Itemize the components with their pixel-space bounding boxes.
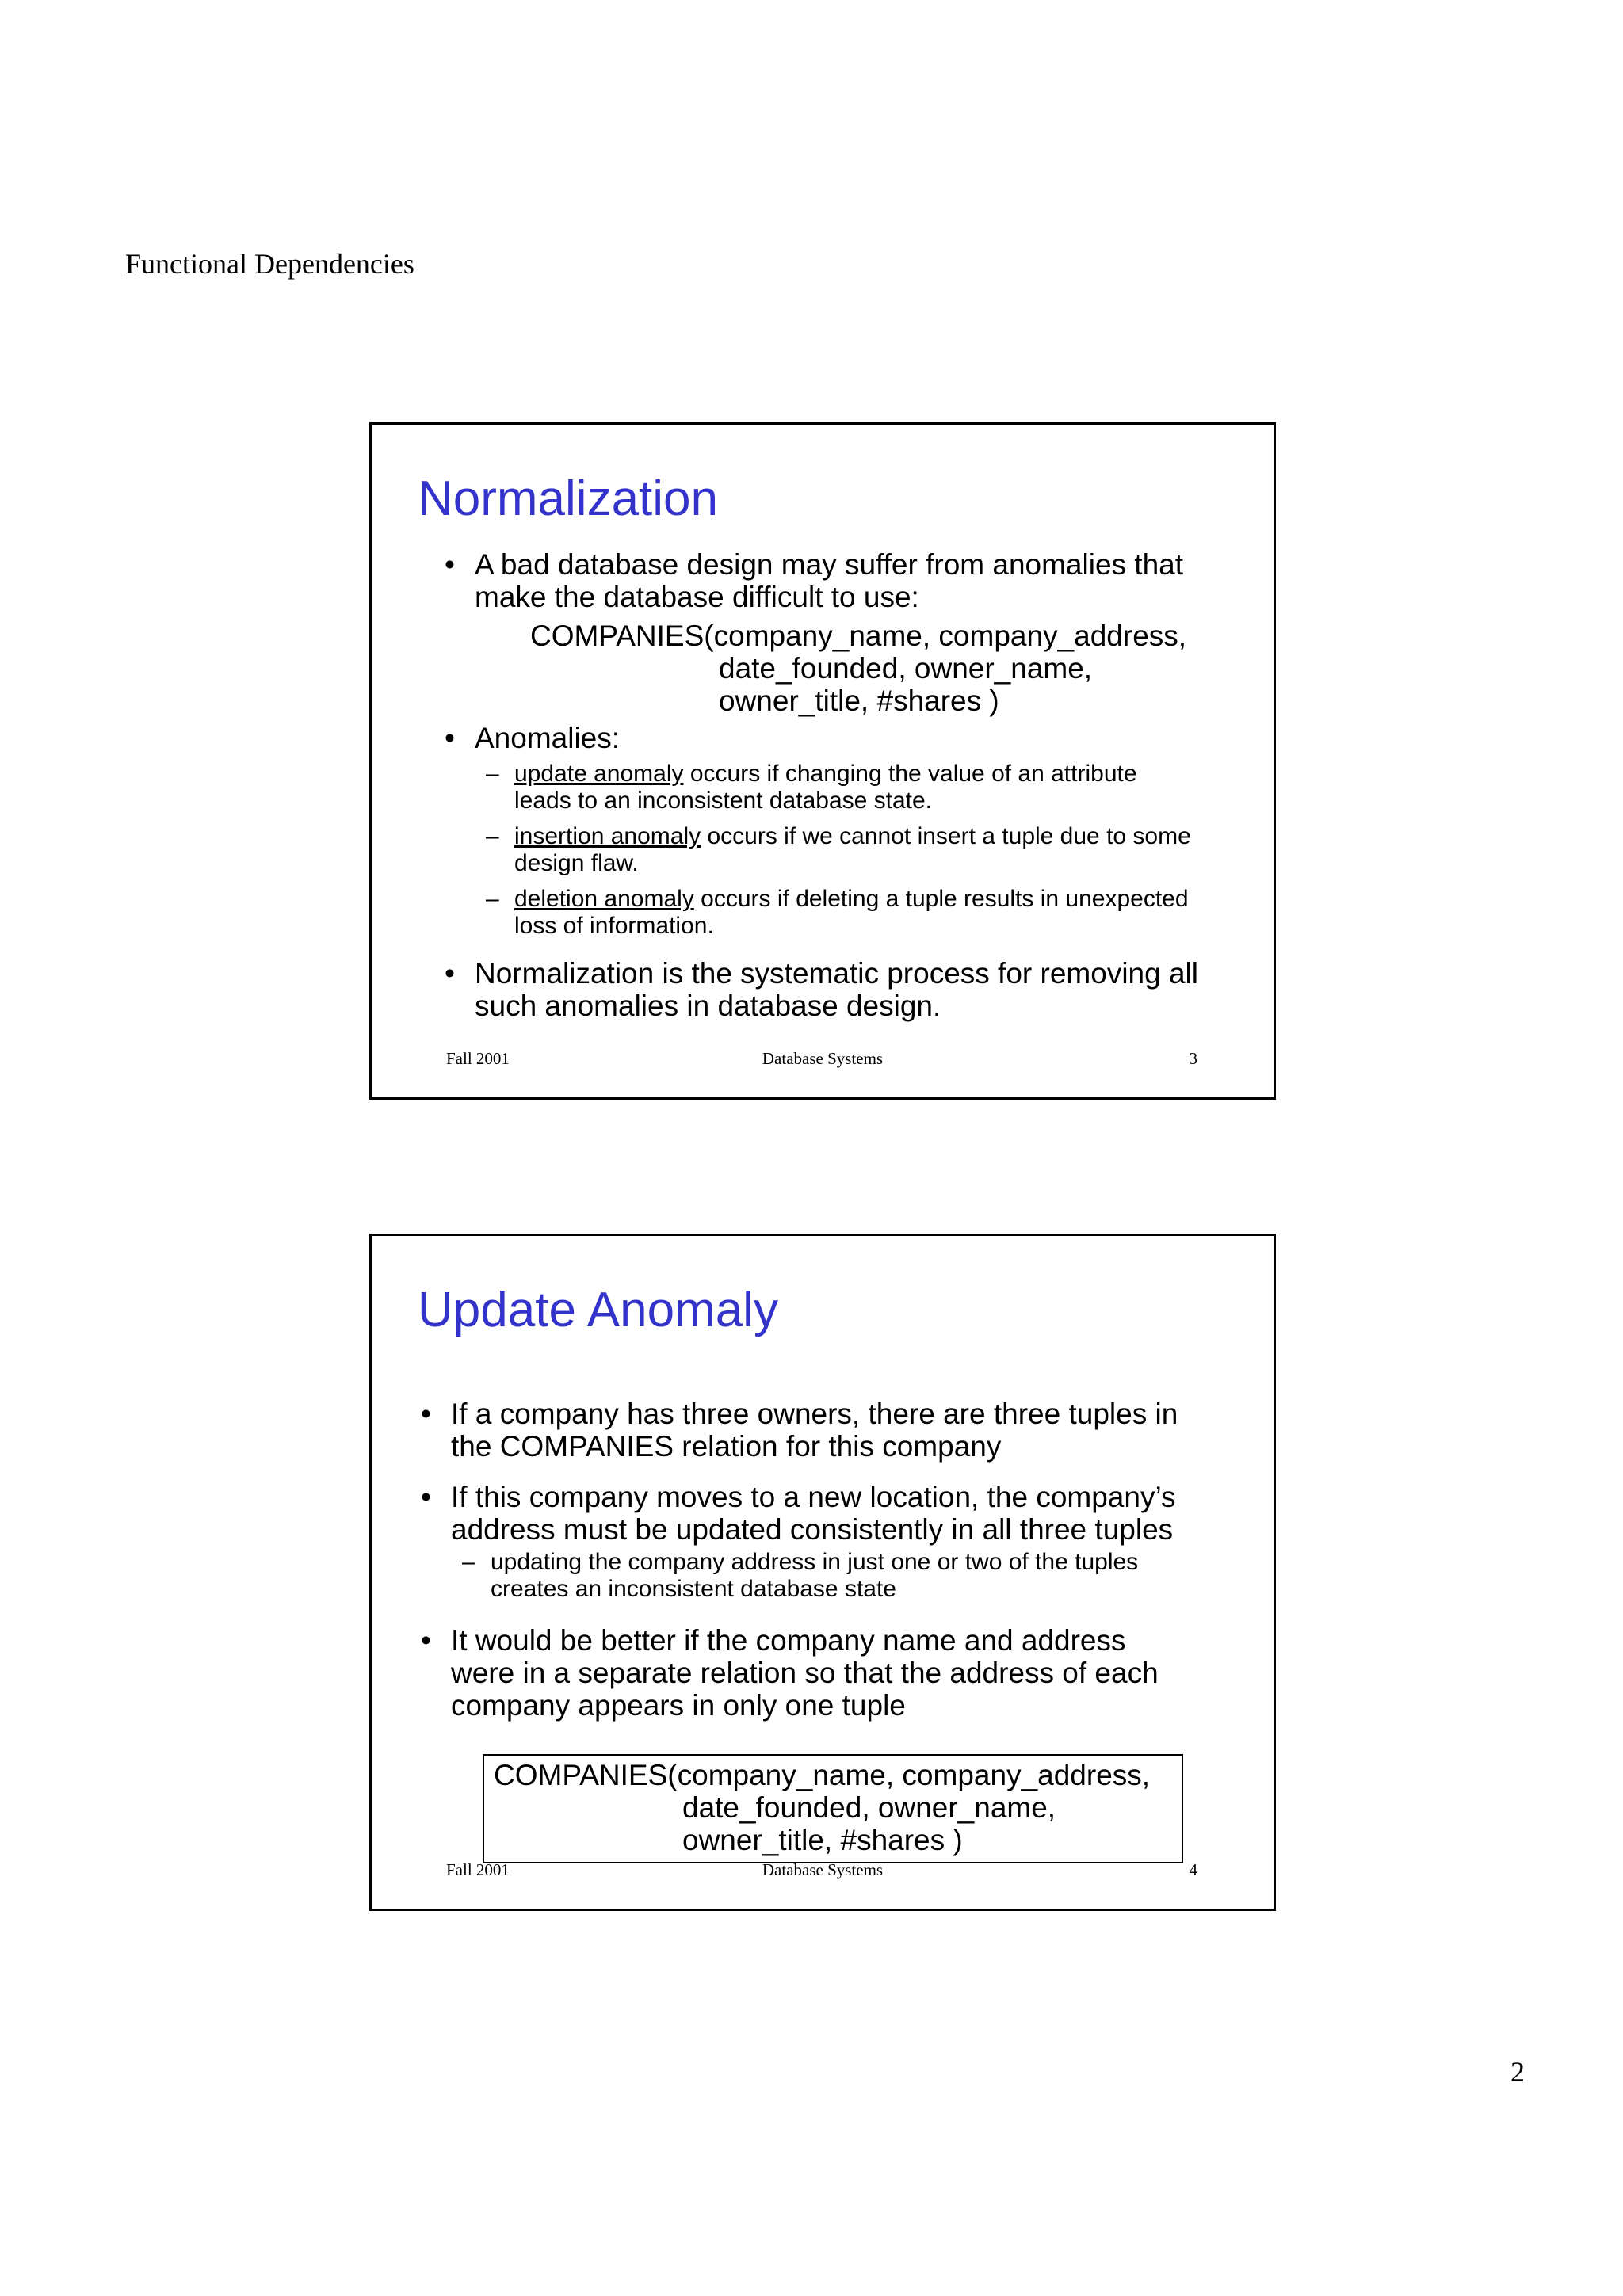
bullet-normalization-process: • Normalization is the systematic process for removing all such anomalies in database design.	[445, 957, 1198, 1022]
bullet-icon: •	[421, 1624, 431, 1657]
bullet-icon: •	[445, 957, 455, 990]
footer-date: Fall 2001	[446, 1860, 510, 1879]
dash-icon: –	[486, 886, 499, 912]
footer-course: Database Systems	[762, 1860, 884, 1879]
slide-update-anomaly	[369, 1234, 1276, 1911]
bullet-icon: •	[421, 1481, 431, 1513]
bullet-company-moves: • If this company moves to a new location, the company’s address must be updated consistently in all three tuples	[421, 1481, 1176, 1546]
slide-normalization	[369, 422, 1276, 1100]
term-update-anomaly: update anomaly	[514, 761, 684, 787]
schema-companies: COMPANIES(company_name, company_address, date_founded, owner_name, owner_title, #shares )	[530, 620, 1187, 717]
slide-title: Update Anomaly	[418, 1283, 778, 1337]
bullet-three-owners: • If a company has three owners, there are three tuples in the COMPANIES relation for this company	[421, 1398, 1178, 1463]
anomaly-deletion: – deletion anomaly occurs if deleting a tuple results in unexpected loss of information.	[486, 886, 1189, 939]
bullet-icon: •	[445, 548, 455, 581]
footer-slide-number: 3	[1189, 1049, 1197, 1068]
bullet-anomalies: • Anomalies:	[445, 722, 621, 754]
footer-date: Fall 2001	[446, 1049, 510, 1068]
slide-title: Normalization	[418, 471, 719, 526]
dash-icon: –	[462, 1549, 475, 1575]
anomaly-update: – update anomaly occurs if changing the value of an attribute leads to an inconsistent database state.	[486, 761, 1137, 814]
bullet-separate-relation: • It would be better if the company name and address were in a separate relation so that the address of each company appears in only one tuple	[421, 1624, 1159, 1722]
term-deletion-anomaly: deletion anomaly	[514, 886, 694, 912]
page-number: 2	[1510, 2056, 1525, 2088]
bullet-bad-design: • A bad database design may suffer from anomalies that make the database difficult to use:	[445, 548, 1184, 613]
term-insertion-anomaly: insertion anomaly	[514, 823, 701, 849]
footer-course: Database Systems	[762, 1049, 884, 1068]
footer-slide-number: 4	[1189, 1860, 1197, 1879]
schema-companies-box: COMPANIES(company_name, company_address, date_founded, owner_name, owner_title, #shares )	[483, 1754, 1183, 1863]
sub-inconsistent-state: – updating the company address in just one or two of the tuples creates an inconsistent database state	[462, 1549, 1139, 1602]
bullet-icon: •	[421, 1398, 431, 1430]
bullet-icon: •	[445, 722, 455, 754]
anomaly-insertion: – insertion anomaly occurs if we cannot insert a tuple due to some design flaw.	[486, 823, 1191, 876]
dash-icon: –	[486, 761, 499, 787]
dash-icon: –	[486, 823, 499, 849]
page-header: Functional Dependencies	[125, 248, 414, 280]
